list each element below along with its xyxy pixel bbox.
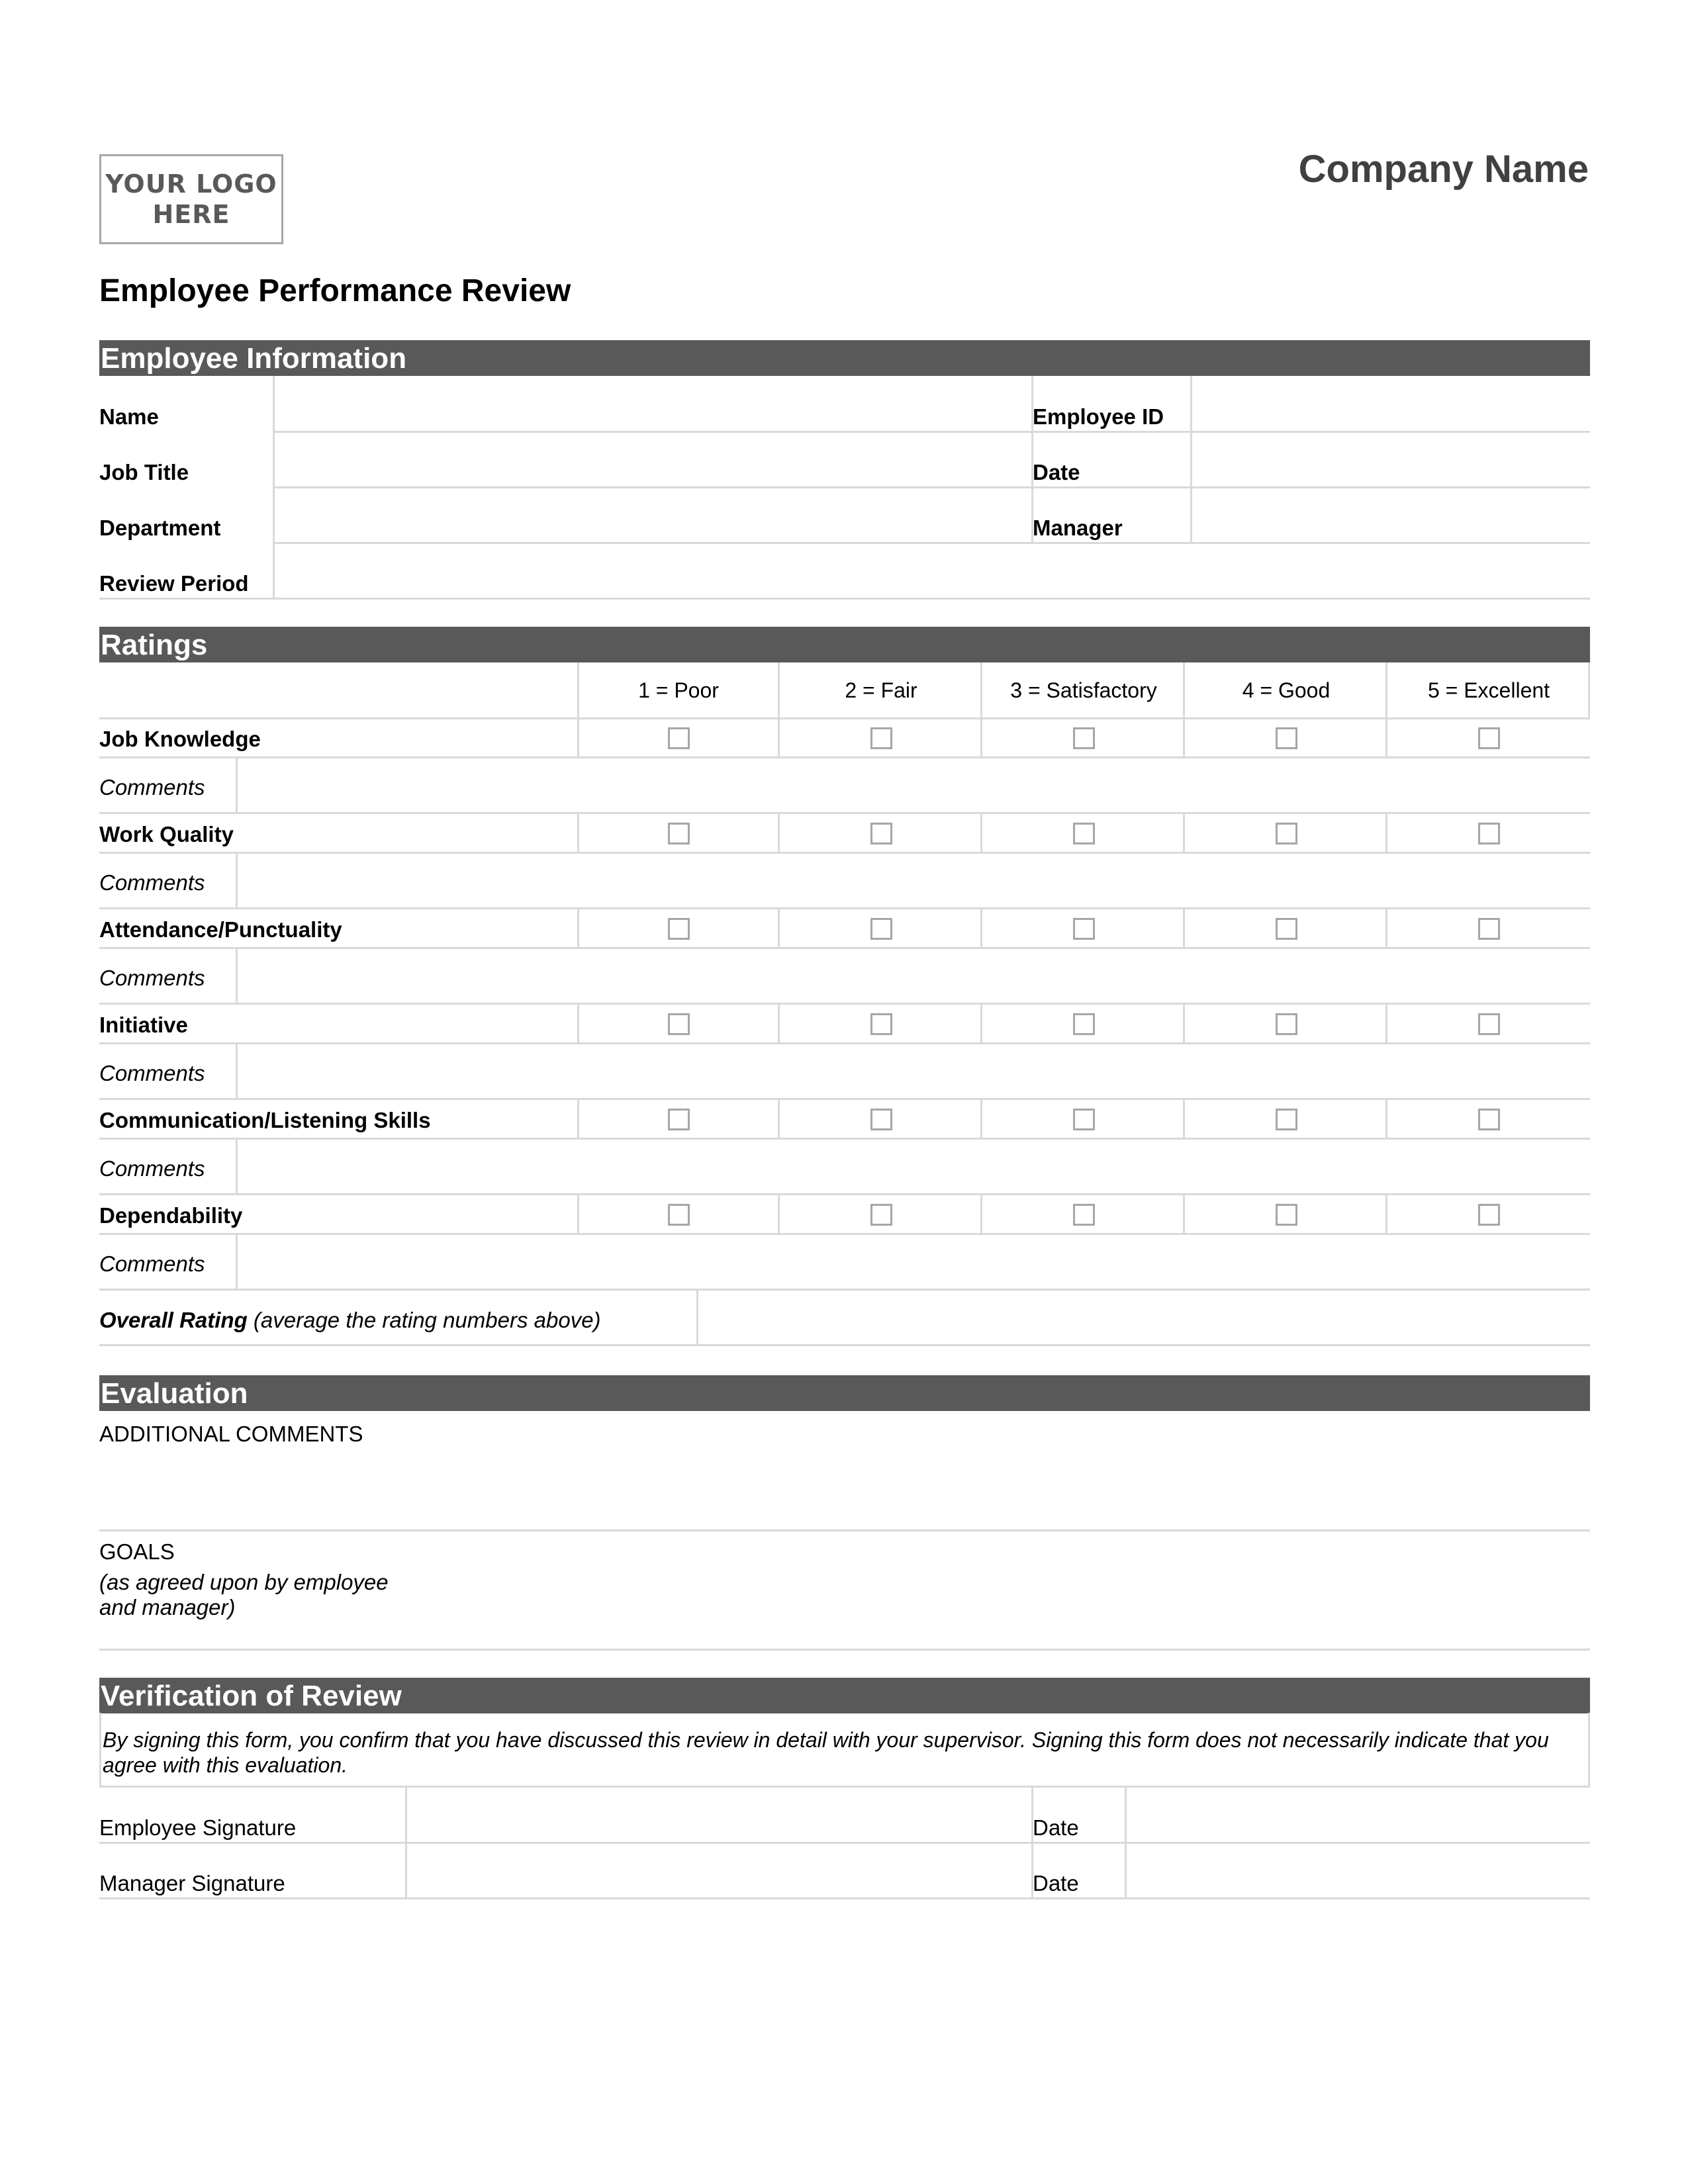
comments-label: Comments <box>99 1251 205 1276</box>
rating-checkbox-work-quality-5[interactable] <box>1478 823 1500 844</box>
rating-checkbox-dependability-1[interactable] <box>668 1204 690 1226</box>
department-input[interactable] <box>275 488 1030 541</box>
section-heading-evaluation: Evaluation <box>99 1375 1590 1411</box>
section-heading-employee-information: Employee Information <box>99 340 1590 376</box>
company-name: Company Name <box>1298 148 1589 191</box>
column-divider <box>980 718 982 758</box>
section-heading-ratings: Ratings <box>99 627 1590 662</box>
rating-scale-label-3: 3 = Satisfactory <box>1010 678 1157 702</box>
section-heading-verification: Verification of Review <box>99 1678 1590 1713</box>
department-label: Department <box>99 516 221 540</box>
rating-scale-label-1: 1 = Poor <box>638 678 719 702</box>
employee-id-label: Employee ID <box>1033 404 1164 429</box>
column-divider <box>1183 1195 1185 1234</box>
goals-label: GOALS <box>99 1539 175 1564</box>
column-divider <box>980 909 982 948</box>
column-divider <box>577 718 579 758</box>
column-divider <box>1385 718 1387 758</box>
row-divider <box>99 1649 1590 1651</box>
comments-label: Comments <box>99 1156 205 1181</box>
row-divider <box>99 1289 1590 1291</box>
column-divider <box>1183 1099 1185 1139</box>
rating-checkbox-job-knowledge-3[interactable] <box>1073 727 1095 749</box>
manager-signature-label: Manager Signature <box>99 1871 285 1895</box>
additional-comments-input[interactable] <box>99 1449 1590 1529</box>
criterion-label-communication-listening-skills: Communication/Listening Skills <box>99 1108 431 1132</box>
rating-checkbox-dependability-4[interactable] <box>1276 1204 1297 1226</box>
rating-checkbox-work-quality-3[interactable] <box>1073 823 1095 844</box>
column-divider <box>577 813 579 853</box>
goals-input[interactable] <box>430 1533 1590 1647</box>
rating-checkbox-initiative-5[interactable] <box>1478 1013 1500 1035</box>
column-divider <box>236 948 238 1004</box>
rating-checkbox-communication-listening-skills-3[interactable] <box>1073 1109 1095 1130</box>
row-divider <box>99 812 1590 814</box>
column-divider <box>1385 1099 1387 1139</box>
rating-checkbox-dependability-2[interactable] <box>870 1204 892 1226</box>
rating-checkbox-attendance-punctuality-5[interactable] <box>1478 918 1500 940</box>
column-divider <box>236 853 238 909</box>
column-divider <box>980 1195 982 1234</box>
rating-checkbox-work-quality-1[interactable] <box>668 823 690 844</box>
column-divider <box>577 1004 579 1044</box>
column-divider <box>1183 1004 1185 1044</box>
column-divider <box>236 1044 238 1099</box>
column-divider <box>577 1195 579 1234</box>
employee-signature-label: Employee Signature <box>99 1815 297 1840</box>
column-divider <box>778 718 780 758</box>
row-divider <box>99 1003 1590 1005</box>
column-divider <box>980 1099 982 1139</box>
document-title: Employee Performance Review <box>99 273 571 308</box>
rating-checkbox-attendance-punctuality-4[interactable] <box>1276 918 1297 940</box>
rating-checkbox-work-quality-2[interactable] <box>870 823 892 844</box>
overall-rating-hint: (average the rating numbers above) <box>247 1308 601 1332</box>
comments-label: Comments <box>99 1061 205 1085</box>
column-divider <box>1183 909 1185 948</box>
column-divider <box>236 1139 238 1195</box>
column-divider <box>778 1004 780 1044</box>
goals-hint-line2: and manager) <box>99 1595 236 1619</box>
criterion-label-attendance-punctuality: Attendance/Punctuality <box>99 917 342 942</box>
rating-checkbox-dependability-5[interactable] <box>1478 1204 1500 1226</box>
row-divider <box>99 1098 1590 1100</box>
criterion-label-job-knowledge: Job Knowledge <box>99 727 261 751</box>
rating-checkbox-job-knowledge-2[interactable] <box>870 727 892 749</box>
comments-input-dependability[interactable] <box>238 1236 1590 1289</box>
column-divider <box>1183 813 1185 853</box>
rating-checkbox-attendance-punctuality-3[interactable] <box>1073 918 1095 940</box>
row-divider <box>99 717 1590 719</box>
rating-checkbox-communication-listening-skills-2[interactable] <box>870 1109 892 1130</box>
row-divider <box>99 947 1590 949</box>
row-divider <box>99 1842 1590 1844</box>
job-title-input[interactable] <box>275 433 1030 486</box>
column-divider <box>1385 1004 1387 1044</box>
name-label: Name <box>99 404 159 429</box>
manager-signature-input[interactable] <box>408 1844 1030 1896</box>
comments-input-communication-listening-skills[interactable] <box>238 1140 1590 1193</box>
column-divider <box>1588 662 1590 718</box>
overall-rating-input[interactable] <box>699 1291 1590 1344</box>
column-divider <box>1183 718 1185 758</box>
rating-checkbox-dependability-3[interactable] <box>1073 1204 1095 1226</box>
criterion-label-initiative: Initiative <box>99 1013 188 1037</box>
row-divider <box>99 1138 1590 1140</box>
rating-checkbox-job-knowledge-5[interactable] <box>1478 727 1500 749</box>
overall-rating-label <box>99 1308 601 1333</box>
column-divider <box>1385 813 1387 853</box>
comments-input-work-quality[interactable] <box>238 854 1590 907</box>
rating-checkbox-job-knowledge-4[interactable] <box>1276 727 1297 749</box>
name-input[interactable] <box>275 377 1030 430</box>
date-input[interactable] <box>1193 433 1590 486</box>
rating-checkbox-work-quality-4[interactable] <box>1276 823 1297 844</box>
criterion-label-dependability: Dependability <box>99 1203 243 1228</box>
row-divider <box>99 1897 1590 1899</box>
column-divider <box>577 1099 579 1139</box>
row-divider <box>99 1233 1590 1235</box>
rating-checkbox-initiative-2[interactable] <box>870 1013 892 1035</box>
row-divider <box>99 1529 1590 1531</box>
comments-input-job-knowledge[interactable] <box>238 759 1590 812</box>
rating-checkbox-communication-listening-skills-1[interactable] <box>668 1109 690 1130</box>
comments-input-initiative[interactable] <box>238 1045 1590 1098</box>
column-divider <box>696 1290 698 1345</box>
employee-id-input[interactable] <box>1193 377 1590 430</box>
column-divider <box>980 1004 982 1044</box>
row-divider <box>99 1344 1590 1346</box>
review-period-label: Review Period <box>99 571 249 596</box>
job-title-label: Job Title <box>99 460 189 484</box>
logo-text-line2: HERE <box>152 200 230 229</box>
row-divider <box>99 1042 1590 1044</box>
comments-label: Comments <box>99 870 205 895</box>
column-divider <box>778 813 780 853</box>
column-divider <box>778 1195 780 1234</box>
rating-checkbox-attendance-punctuality-1[interactable] <box>668 918 690 940</box>
comments-label: Comments <box>99 775 205 799</box>
manager-signature-date-input[interactable] <box>1127 1844 1590 1896</box>
comments-input-attendance-punctuality[interactable] <box>238 950 1590 1003</box>
rating-checkbox-communication-listening-skills-4[interactable] <box>1276 1109 1297 1130</box>
row-divider <box>99 852 1590 854</box>
review-period-input[interactable] <box>275 544 1590 597</box>
additional-comments-label: ADDITIONAL COMMENTS <box>99 1422 363 1446</box>
verification-notice: By signing this form, you confirm that you have discussed this review in detail with your supervisor. Signing this form does not necessarily indicate that you agree with this evaluation. <box>99 1713 1590 1788</box>
overall-rating-title: Overall Rating <box>99 1308 248 1332</box>
company-logo-placeholder <box>99 154 283 244</box>
date-label: Date <box>1033 460 1080 484</box>
column-divider <box>980 813 982 853</box>
rating-checkbox-initiative-4[interactable] <box>1276 1013 1297 1035</box>
column-divider <box>778 1099 780 1139</box>
column-divider <box>236 758 238 813</box>
criterion-label-work-quality: Work Quality <box>99 822 234 846</box>
rating-scale-label-2: 2 = Fair <box>845 678 917 702</box>
logo-text-line1: YOUR LOGO <box>105 169 277 199</box>
comments-label: Comments <box>99 966 205 990</box>
column-divider <box>1385 1195 1387 1234</box>
column-divider <box>236 1234 238 1290</box>
manager-input[interactable] <box>1193 488 1590 541</box>
manager-signature-date-label: Date <box>1033 1871 1079 1895</box>
goals-hint-line1: (as agreed upon by employee <box>99 1570 389 1594</box>
column-divider <box>1385 909 1387 948</box>
manager-label: Manager <box>1033 516 1123 540</box>
goals-hint <box>99 1570 389 1620</box>
rating-checkbox-initiative-1[interactable] <box>668 1013 690 1035</box>
rating-checkbox-initiative-3[interactable] <box>1073 1013 1095 1035</box>
column-divider <box>778 909 780 948</box>
employee-signature-date-input[interactable] <box>1127 1790 1590 1841</box>
rating-checkbox-job-knowledge-1[interactable] <box>668 727 690 749</box>
rating-checkbox-communication-listening-skills-5[interactable] <box>1478 1109 1500 1130</box>
row-divider <box>99 598 1590 600</box>
column-divider <box>577 909 579 948</box>
row-divider <box>99 1193 1590 1195</box>
employee-signature-date-label: Date <box>1033 1815 1079 1840</box>
employee-signature-input[interactable] <box>408 1790 1030 1841</box>
rating-scale-label-4: 4 = Good <box>1242 678 1331 702</box>
rating-scale-label-5: 5 = Excellent <box>1427 678 1550 702</box>
column-divider <box>1190 376 1192 543</box>
row-divider <box>99 907 1590 909</box>
row-divider <box>99 756 1590 758</box>
rating-checkbox-attendance-punctuality-2[interactable] <box>870 918 892 940</box>
